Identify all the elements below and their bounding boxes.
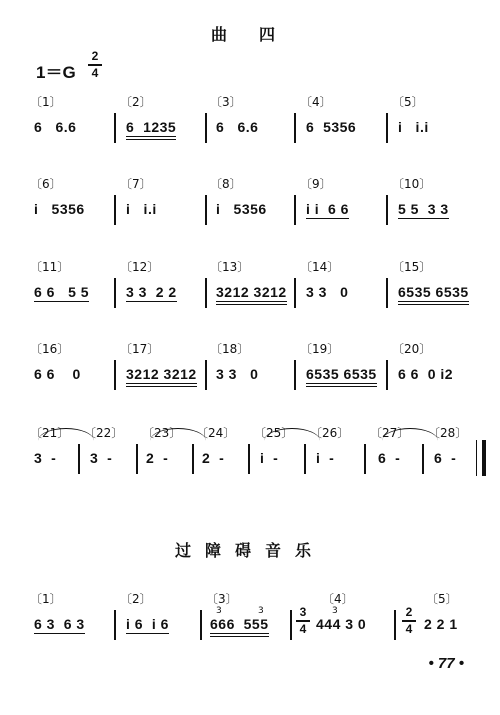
score-row-2 [0,175,500,235]
barline [136,444,138,474]
score-row-5 [0,424,500,484]
barline [294,195,296,225]
triplet-mark: 3 [258,606,264,616]
measure-notes: 6 3 6 3 [34,616,85,632]
measure-label: 〔13〕 [210,260,250,274]
barline [422,444,424,474]
score-row-1 [0,93,500,153]
barline [394,610,396,640]
measure-label: 〔10〕 [392,177,432,191]
measure-notes: 6 1235 [126,119,176,140]
barline [205,195,207,225]
measure-label: 〔25〕 [254,426,294,440]
barline [114,195,116,225]
measure-notes: 2 - [202,450,225,466]
measure-notes: 666 555 [210,616,269,637]
measure-notes: 3212 3212 [126,366,197,387]
measure-label: 〔21〕 [30,426,70,440]
measure-label: 〔23〕 [142,426,182,440]
measure-notes: 6 6.6 [216,119,259,135]
measure-notes: 3 3 0 [216,366,259,382]
measure-notes: 6 6 0 i2 [398,366,454,382]
measure-label: 〔26〕 [310,426,350,440]
measure-label: 〔15〕 [392,260,432,274]
barline [205,360,207,390]
measure-notes: 3 - [34,450,57,466]
barline [386,195,388,225]
score-title: 曲 四 [210,27,289,44]
barline [200,610,202,640]
measure-label: 〔28〕 [428,426,468,440]
triplet-mark: 3 [216,606,222,616]
barline [294,278,296,308]
measure-notes: i 5356 [34,201,85,217]
barline [304,444,306,474]
measure-notes: 3212 3212 [216,284,287,305]
measure-notes: 6 6.6 [34,119,77,135]
barline [114,113,116,143]
measure-label: 〔4〕 [300,95,332,109]
barline [192,444,194,474]
meter-bottom: 4 [405,621,413,636]
measure-notes: i i 6 6 [306,201,349,217]
measure-label: 〔22〕 [84,426,124,440]
measure-label: 〔4〕 [322,592,354,606]
score2-row [0,590,500,650]
meter-bottom: 4 [299,621,307,636]
measure-notes: 3 - [90,450,113,466]
measure-label: 〔18〕 [210,342,250,356]
measure-label: 〔8〕 [210,177,242,191]
key-signature: 1＝G [36,63,76,82]
barline [114,610,116,640]
meter-change [402,606,416,636]
measure-notes: i 5356 [216,201,267,217]
measure-notes: 6 - [378,450,401,466]
barline [386,278,388,308]
barline [248,444,250,474]
measure-label: 〔2〕 [120,95,152,109]
measure-notes: 6 5356 [306,119,357,135]
measure-notes: 2 2 1 [424,616,458,632]
measure-label: 〔14〕 [300,260,340,274]
final-barline [476,440,486,476]
barline [114,360,116,390]
meter-change [296,606,310,636]
time-signature-bottom: 4 [91,65,99,80]
score-title-2: 过障碍音乐 [174,543,325,560]
measure-notes: i - [260,450,279,466]
measure-label: 〔27〕 [370,426,410,440]
measure-label: 〔24〕 [196,426,236,440]
measure-label: 〔1〕 [30,95,62,109]
measure-label: 〔6〕 [30,177,62,191]
measure-label: 〔5〕 [426,592,458,606]
time-signature-top: 2 [91,49,99,63]
page-number: • 77 • [428,655,464,672]
score-row-4 [0,340,500,400]
measure-notes: 5 5 3 3 [398,201,449,217]
measure-notes: 6535 6535 [398,284,469,305]
measure-notes: 6535 6535 [306,366,377,387]
barline [78,444,80,474]
measure-label: 〔9〕 [300,177,332,191]
measure-notes: i 6 i 6 [126,616,169,632]
barline [364,444,366,474]
measure-notes: 3 3 0 [306,284,349,300]
measure-notes: 6 6 0 [34,366,81,382]
meter-top: 2 [405,605,413,619]
barline [205,278,207,308]
measure-notes: i i.i [398,119,429,135]
triplet-mark: 3 [332,606,338,616]
measure-label: 〔12〕 [120,260,160,274]
barline [294,360,296,390]
measure-label: 〔19〕 [300,342,340,356]
barline [294,113,296,143]
time-signature [88,50,102,80]
barline [290,610,292,640]
measure-label: 〔5〕 [392,95,424,109]
measure-notes: i i.i [126,201,157,217]
measure-label: 〔3〕 [206,592,238,606]
barline [386,113,388,143]
measure-notes: i - [316,450,335,466]
measure-notes: 6 - [434,450,457,466]
meter-top: 3 [299,605,307,619]
barline [386,360,388,390]
measure-label: 〔17〕 [120,342,160,356]
measure-label: 〔20〕 [392,342,432,356]
measure-label: 〔3〕 [210,95,242,109]
measure-label: 〔11〕 [30,260,70,274]
measure-label: 〔16〕 [30,342,70,356]
measure-label: 〔1〕 [30,592,62,606]
measure-notes: 444 3 0 [316,616,367,632]
barline [114,278,116,308]
measure-notes: 3 3 2 2 [126,284,177,300]
measure-notes: 6 6 5 5 [34,284,90,300]
measure-label: 〔7〕 [120,177,152,191]
measure-label: 〔2〕 [120,592,152,606]
measure-notes: 2 - [146,450,169,466]
score-row-3 [0,258,500,318]
barline [205,113,207,143]
